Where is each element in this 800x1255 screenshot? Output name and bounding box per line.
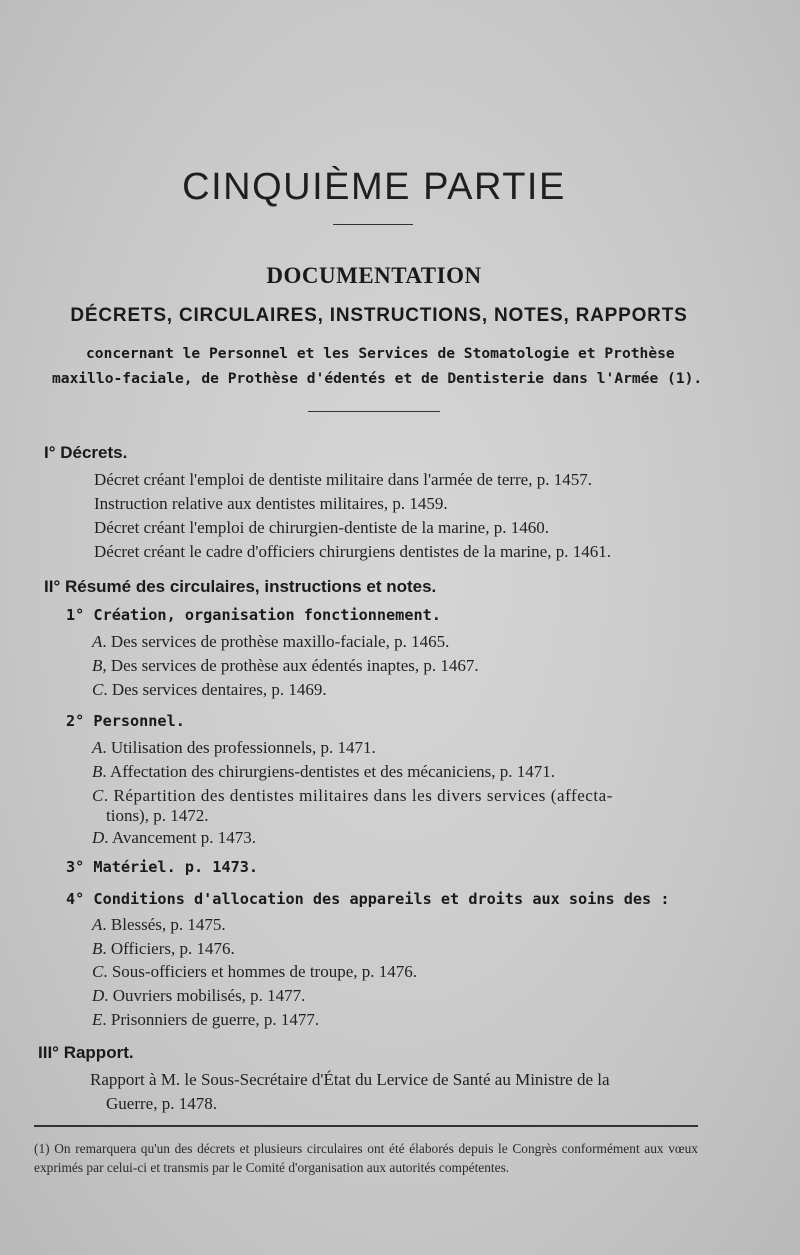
decree-item (94, 542, 611, 562)
decree-item (94, 494, 448, 514)
list-item (92, 786, 702, 806)
list-item (92, 1010, 319, 1030)
list-item (92, 632, 449, 652)
section-resume-heading: II° Résumé des circulaires, instructions et notes. (44, 577, 437, 596)
documentation-heading: DOCUMENTATION (266, 263, 482, 288)
decree-item (94, 518, 549, 538)
item-text: . Utilisation des professionnels, p. 1471. (102, 738, 376, 757)
item-letter: D (92, 986, 105, 1005)
list-item (92, 939, 235, 959)
footnote-divider (34, 1125, 698, 1127)
list-item (92, 680, 327, 700)
item-text: . Officiers, p. 1476. (102, 939, 235, 958)
item-letter: C (92, 786, 104, 805)
item-letter: E (92, 1010, 103, 1029)
concern-line-2: maxillo-faciale, de Prothèse d'édentés et de Dentisterie dans l'Armée (1). (52, 370, 703, 387)
item-text: tions), p. 1472. (106, 806, 209, 825)
report-line-1 (90, 1070, 700, 1090)
report-text: Rapport à M. le Sous-Secrétaire d'État du Lervice de Santé au Ministre de la (90, 1070, 610, 1089)
item-text: . Prisonniers de guerre, p. 1477. (102, 1010, 320, 1029)
subsection-creation-heading: 1° Création, organisation fonctionnement. (66, 606, 441, 624)
item-letter: A (92, 915, 103, 934)
subsection-personnel-heading: 2° Personnel. (66, 712, 185, 730)
decree-text: Instruction relative aux dentistes militaires, p. 1459. (94, 494, 448, 513)
concern-line-1: concernant le Personnel et les Services de Stomatologie et Prothèse (86, 345, 675, 362)
item-letter: A (92, 738, 103, 757)
item-text: . Affectation des chirurgiens-dentistes et des mécaniciens, p. 1471. (102, 762, 555, 781)
footnote: (1) On remarquera qu'un des décrets et plusieurs circulaires ont été élaborés depuis le Congrès conformément aux vœux exprimés par celui-ci et transmis par le Comité d'organisation aux autorités compétentes. (34, 1141, 698, 1175)
item-text: . Avancement p. 1473. (104, 828, 256, 847)
decree-text: Décret créant l'emploi de chirurgien-dentiste de la marine, p. 1460. (94, 518, 549, 537)
list-item (92, 915, 226, 935)
list-item (92, 962, 417, 982)
list-item (92, 986, 305, 1006)
item-letter: A (92, 632, 103, 651)
part-title: CINQUIÈME PARTIE (182, 166, 566, 208)
item-text: . Des services de prothèse maxillo-faciale, p. 1465. (102, 632, 450, 651)
subsection-conditions-heading: 4° Conditions d'allocation des appareils et droits aux soins des : (66, 890, 670, 908)
item-text: . Blessés, p. 1475. (102, 915, 226, 934)
list-item (92, 656, 479, 676)
list-item (92, 762, 555, 782)
list-item (106, 806, 208, 826)
decree-text: Décret créant le cadre d'officiers chirurgiens dentistes de la marine, p. 1461. (94, 542, 611, 561)
report-line-2 (106, 1094, 217, 1114)
item-letter: D (92, 828, 105, 847)
list-item (92, 828, 256, 848)
item-text: . Répartition des dentistes militaires dans les divers services (affecta- (103, 786, 613, 805)
report-text: Guerre, p. 1478. (106, 1094, 217, 1113)
decree-item (94, 470, 706, 490)
item-text: . Ouvriers mobilisés, p. 1477. (104, 986, 306, 1005)
list-item (92, 738, 376, 758)
decree-text: Décret créant l'emploi de dentiste militaire dans l'armée de terre, p. 1457. (94, 470, 592, 489)
document-types-subtitle: DÉCRETS, CIRCULAIRES, INSTRUCTIONS, NOTES, RAPPORTS (70, 305, 688, 326)
subsection-materiel-heading: 3° Matériel. p. 1473. (66, 858, 259, 876)
item-letter: B (92, 939, 103, 958)
item-text: , Des services de prothèse aux édentés inaptes, p. 1467. (102, 656, 479, 675)
item-text: . Sous-officiers et hommes de troupe, p. 1476. (103, 962, 418, 981)
item-letter: C (92, 680, 104, 699)
section-rapport-heading: III° Rapport. (38, 1043, 134, 1062)
item-text: . Des services dentaires, p. 1469. (103, 680, 327, 699)
item-letter: B (92, 656, 103, 675)
section-decrets-heading: I° Décrets. (44, 443, 128, 462)
intro-divider (308, 411, 440, 412)
item-letter: C (92, 962, 104, 981)
item-letter: B (92, 762, 103, 781)
title-divider (333, 224, 413, 225)
